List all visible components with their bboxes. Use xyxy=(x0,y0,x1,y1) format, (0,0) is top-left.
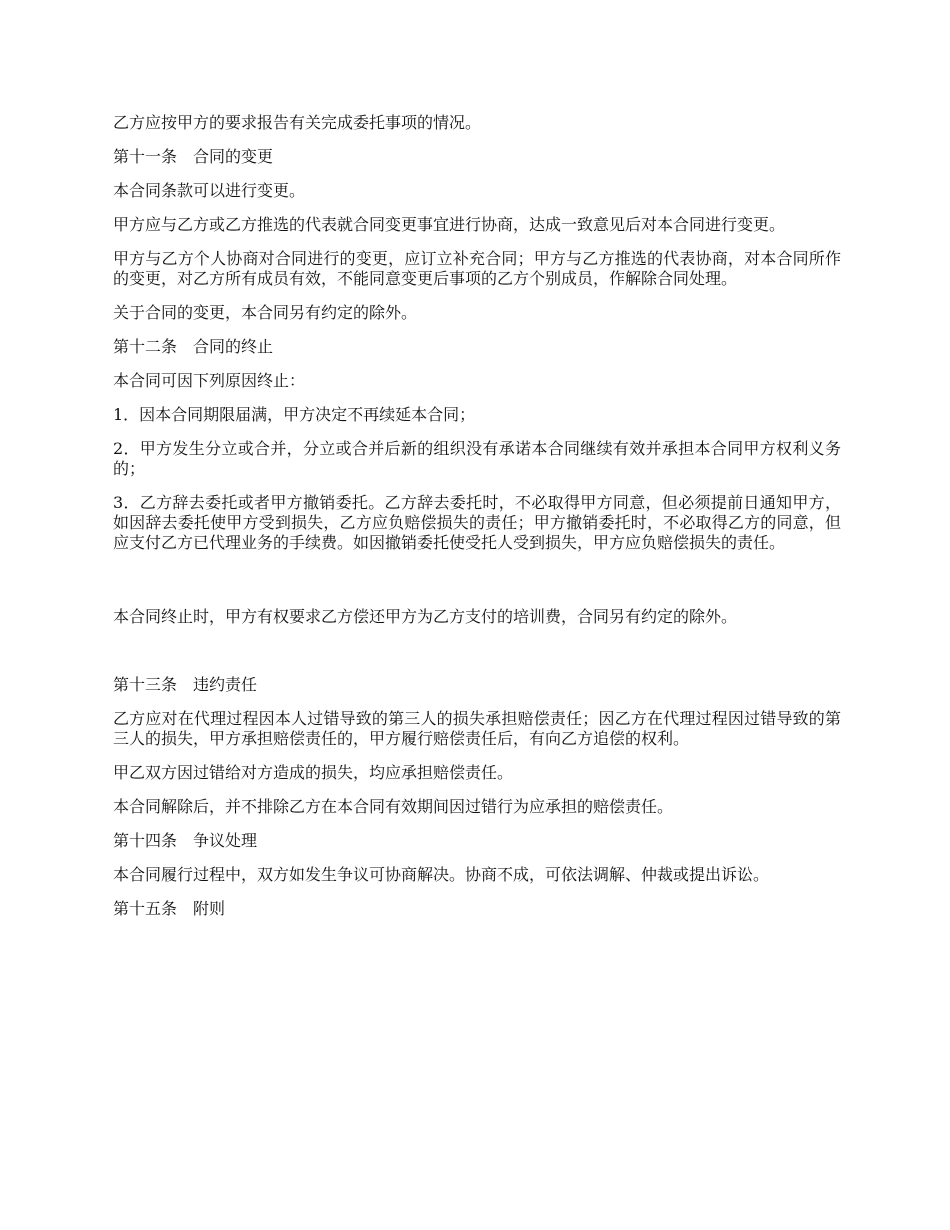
paragraph-post-termination-liability: 本合同解除后，并不排除乙方在本合同有效期间因过错行为应承担的赔偿责任。 xyxy=(113,797,674,816)
heading-article-11: 第十一条 合同的变更 xyxy=(113,147,274,166)
document-page xyxy=(113,113,841,933)
blank-line xyxy=(113,641,841,675)
heading-article-15: 第十五条 附则 xyxy=(113,899,226,918)
heading-article-14: 第十四条 争议处理 xyxy=(113,831,258,850)
paragraph-dispute-resolution: 本合同履行过程中，双方如发生争议可协商解决。协商不成，可依法调解、仲裁或提出诉讼。 xyxy=(113,865,770,884)
paragraph-amendment-negotiation: 甲方应与乙方或乙方推选的代表就合同变更事宜进行协商，达成一致意见后对本合同进行变更。 xyxy=(113,215,786,234)
blank-line xyxy=(113,567,841,607)
paragraph-termination-causes: 本合同可因下列原因终止： xyxy=(113,371,306,390)
paragraph-amendment-exception: 关于合同的变更，本合同另有约定的除外。 xyxy=(113,303,418,322)
paragraph-supplementary-contract: 甲方与乙方个人协商对合同进行的变更，应订立补充合同；甲方与乙方推选的代表协商，对本合同所作的变更，对乙方所有成员有效，不能同意变更后事项的乙方个别成员，作解除合同处理。 xyxy=(113,249,841,288)
list-item-term-expiry: 1．因本合同期限届满，甲方决定不再续延本合同； xyxy=(113,405,476,424)
paragraph-mutual-liability: 甲乙双方因过错给对方造成的损失，均应承担赔偿责任。 xyxy=(113,763,514,782)
heading-article-12: 第十二条 合同的终止 xyxy=(113,337,274,356)
paragraph-third-party-liability: 乙方应对在代理过程因本人过错导致的第三人的损失承担赔偿责任；因乙方在代理过程因过错导致的第三人的损失，甲方承担赔偿责任的，甲方履行赔偿责任后，有向乙方追偿的权利。 xyxy=(113,709,841,748)
paragraph-amendment-allowed: 本合同条款可以进行变更。 xyxy=(113,181,306,200)
paragraph-report-requirement: 乙方应按甲方的要求报告有关完成委托事项的情况。 xyxy=(113,113,482,132)
list-item-resign-revoke: 3．乙方辞去委托或者甲方撤销委托。乙方辞去委托时，不必取得甲方同意，但必须提前日通知甲方，如因辞去委托使甲方受到损失，乙方应负赔偿损失的责任；甲方撤销委托时，不必取得乙方的同意，但应支付乙方已代理业务的手续费。如因撤销委托使受托人受到损失，甲方应负赔偿损失的责任。 xyxy=(113,493,841,552)
list-item-split-merger: 2．甲方发生分立或合并，分立或合并后新的组织没有承诺本合同继续有效并承担本合同甲方权利义务的； xyxy=(113,439,841,478)
paragraph-training-fee: 本合同终止时，甲方有权要求乙方偿还甲方为乙方支付的培训费，合同另有约定的除外。 xyxy=(113,607,738,626)
heading-article-13: 第十三条 违约责任 xyxy=(113,675,258,694)
